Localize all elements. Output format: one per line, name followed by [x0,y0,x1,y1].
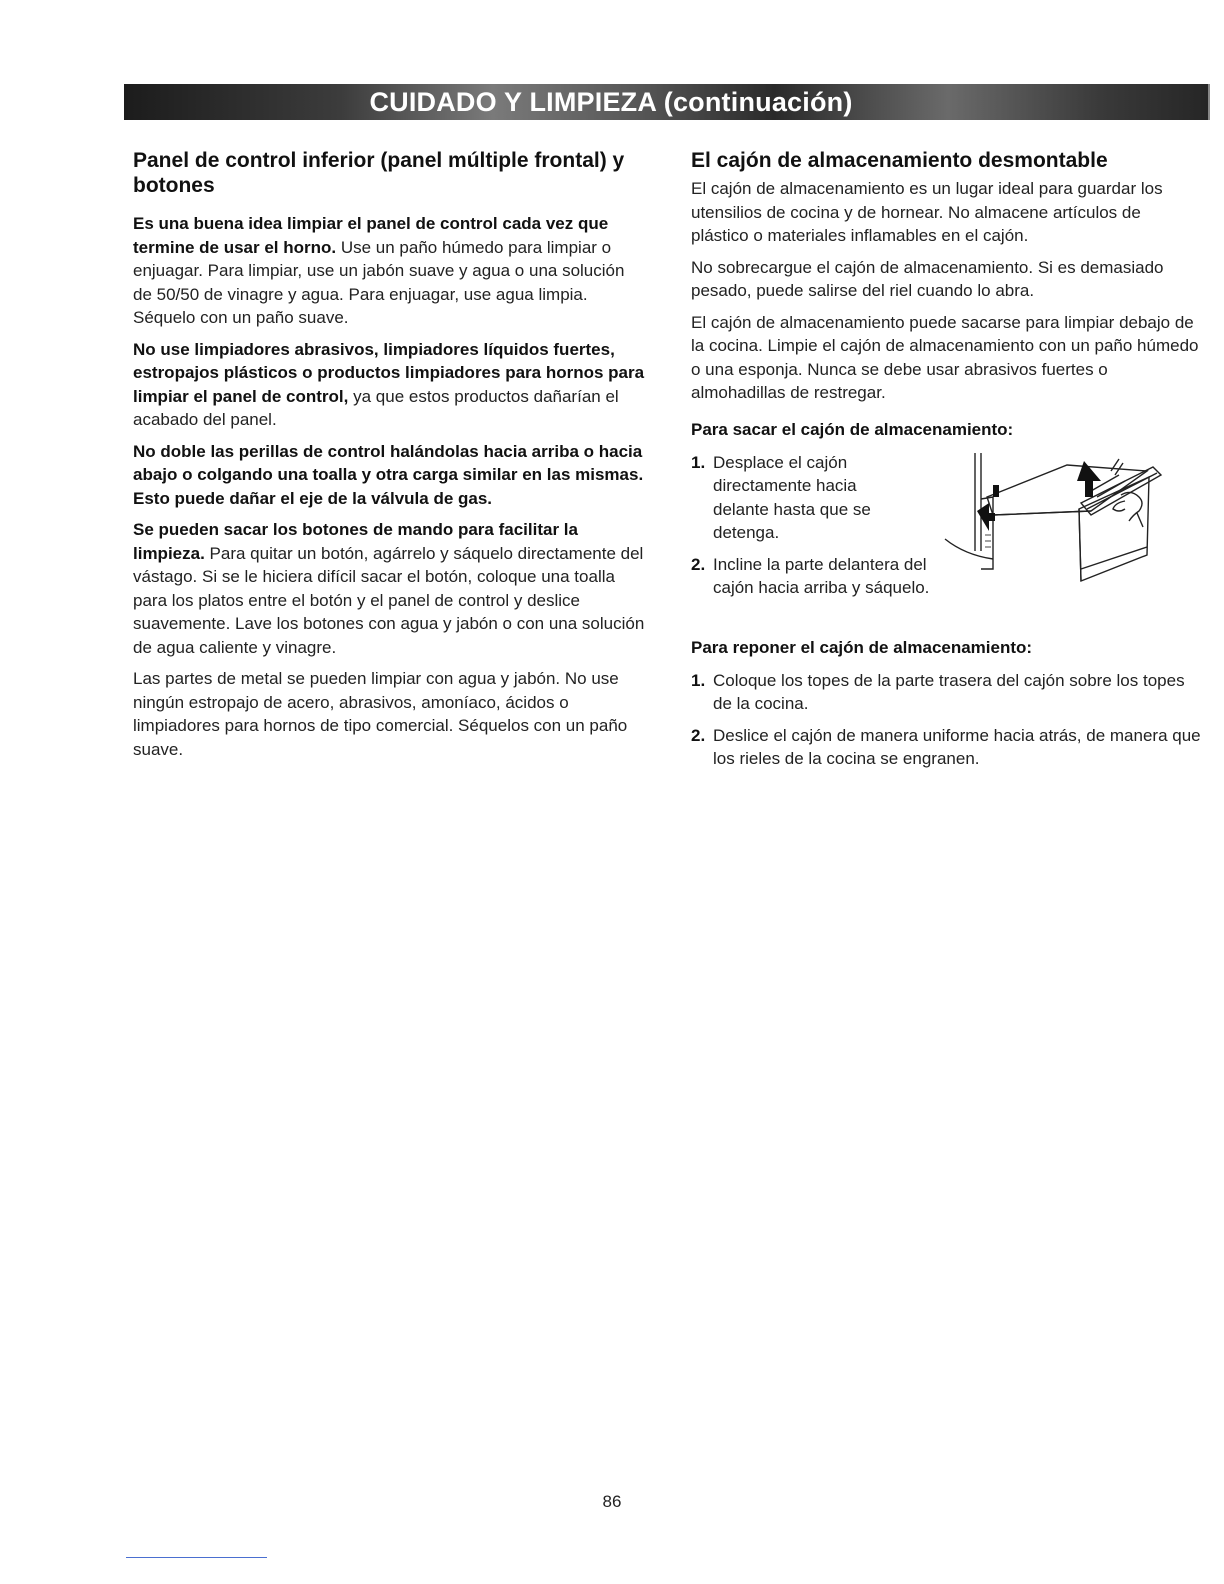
remove-step-2 [691,553,951,600]
paragraph-body: Las partes de metal se pueden limpiar con agua y jabón. No use ningún estropajo de acero, abrasivos, amoníaco, ácidos o limpiadores para hornos de tipo comercial. Séquelos con un paño suave. [133,669,628,759]
paragraph-drawer-ideal: El cajón de almacenamiento es un lugar ideal para guardar los utensilios de cocina y de hornear. No almacene artículos de plástico o materiales inflamables en el cajón. [691,179,1163,245]
step-text: Desplace el cajón directamente hacia delante hasta que se detenga. [713,452,871,542]
replace-drawer-heading: Para reponer el cajón de almacenamiento: [691,637,1033,657]
storage-drawer-heading: El cajón de almacenamiento desmontable [691,149,1108,172]
paragraph-drawer-clean: El cajón de almacenamiento puede sacarse para limpiar debajo de la cocina. Limpie el cajón de almacenamiento con un paño húmedo o una esponja. Nunca se debe usar abrasivos fuertes o almohadillas de restregar. [691,312,1199,402]
remove-step-1 [691,451,903,545]
section-banner [124,84,1208,120]
step-number: 1. [691,452,706,472]
paragraph-lead: Se pueden sacar los botones de mando para facilitar la limpieza. [133,520,578,563]
paragraph-no-abrasives [133,338,648,432]
right-column [691,148,1203,779]
step-number: 2. [691,725,706,745]
paragraph-remove-knobs [133,518,648,659]
paragraph-body: Para quitar un botón, agárrelo y sáquelo directamente del vástago. Si se le hiciera difícil sacar el botón, coloque una toalla para los platos entre el botón y el panel de control y deslice suavemente. Lave los botones con agua y jabón o con una solución de agua caliente y vinagre. [133,543,645,657]
remove-drawer-steps [691,451,951,600]
footer-rule [126,1557,267,1558]
paragraph-body: Use un paño húmedo para limpiar o enjuagar. Para limpiar, use un jabón suave y agua o una solución de 50/50 de vinagre y agua. Para enjuagar, use agua limpia. Séquelo con un paño suave. [133,237,625,327]
step-text: Deslice el cajón de manera uniforme hacia atrás, de manera que los rieles de la cocina se engranen. [713,725,1201,768]
control-panel-heading: Panel de control inferior (panel múltiple frontal) y botones [133,149,625,197]
replace-step-2 [691,724,1203,771]
paragraph-body: ya que estos productos dañarían el acabado del panel. [133,386,619,429]
paragraph-lead: Es una buena idea limpiar el panel de control cada vez que termine de usar el horno. [133,214,609,257]
step-text: Incline la parte delantera del cajón hacia arriba y sáquelo. [713,554,930,597]
step-text: Coloque los topes de la parte trasera del cajón sobre los topes de la cocina. [713,670,1185,713]
paragraph-clean-panel [133,212,648,330]
paragraph-knobs-warning [133,440,648,511]
step-number: 2. [691,554,706,574]
paragraph-lead: No doble las perillas de control halándolas hacia arriba o hacia abajo o colgando una toalla y otra carga similar en las mismas. Esto puede dañar el eje de la válvula de gas. [133,441,644,508]
drawer-removal-illustration [941,451,1203,611]
paragraph-metal-parts [133,667,648,761]
paragraph-lead: No use limpiadores abrasivos, limpiadores líquidos fuertes, estropajos plásticos o productos limpiadores para hornos para limpiar el panel de control, [133,339,645,406]
remove-drawer-block [691,451,1203,623]
replace-step-1 [691,669,1203,716]
remove-drawer-heading: Para sacar el cajón de almacenamiento: [691,419,1014,439]
page-edge-mark [1208,84,1210,120]
section-title: CUIDADO Y LIMPIEZA (continuación) [369,86,853,117]
left-column [133,148,648,769]
step-number: 1. [691,670,706,690]
replace-drawer-steps [691,669,1203,771]
paragraph-drawer-overload: No sobrecargue el cajón de almacenamiento. Si es demasiado pesado, puede salirse del riel cuando lo abra. [691,257,1164,300]
page-number: 86 [602,1492,622,1511]
